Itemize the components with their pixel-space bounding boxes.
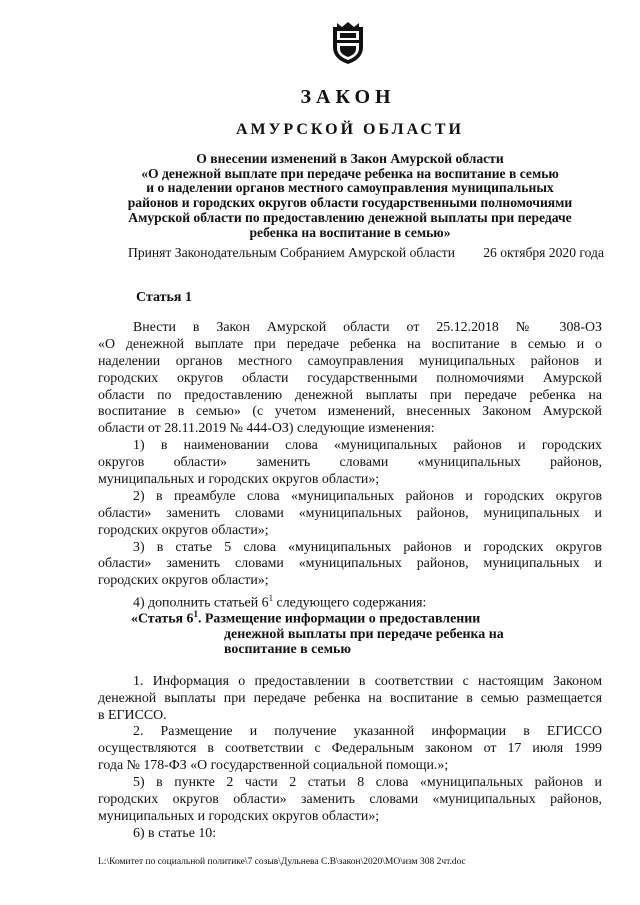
- subject-line: ребенка на воспитание в семью»: [249, 224, 451, 240]
- text-line: области по предоставлению денежной выплаты при передаче ребенка на: [98, 387, 602, 403]
- text-line: «О денежной выплате при передаче ребенка на воспитание в семью и о: [98, 336, 602, 352]
- text-line: городских округов области»;: [98, 573, 269, 589]
- new-article-title-line: денежной выплаты при передаче ребенка на: [224, 626, 504, 642]
- text-line: денежной выплаты при передаче ребенка на воспитание в семью размещается: [98, 690, 602, 706]
- subject-line: и о наделении органов местного самоуправления муниципальных: [146, 180, 554, 196]
- subject-line: районов и городских округов области государственными полномочиями: [127, 195, 573, 211]
- text-line: в ЕГИССО.: [98, 707, 167, 723]
- text-line: муниципальных и городских округов области»;: [98, 472, 380, 488]
- new-article-heading: [98, 607, 602, 657]
- file-path-footer: L:\Комитет по социальной политике\7 созыв\Дульнева С.В\закон\2020\МО\изм 308 2чт.doc: [98, 857, 466, 867]
- text-line: 5) в пункте 2 части 2 статьи 8 слова «муниципальных районов и: [133, 775, 602, 791]
- article-body: [98, 320, 602, 843]
- text-line: 2) в преамбуле слова «муниципальных районов и городских округов: [133, 488, 602, 504]
- subject-line: «О денежной выплате при передаче ребенка на воспитание в семью: [141, 165, 559, 181]
- text-line: воспитание в семью» (с учетом изменений, внесенных Законом Амурской: [98, 404, 602, 420]
- new-article-prefix: «Статья 6: [131, 611, 194, 627]
- region-title: АМУРСКОЙ ОБЛАСТИ: [236, 121, 464, 138]
- text-line: 2. Размещение и получение указанной информации в ЕГИССО: [133, 724, 602, 740]
- text-line: области от 28.11.2019 № 444-ОЗ) следующие изменения:: [98, 421, 435, 437]
- text-line: городских округов области»;: [98, 522, 269, 538]
- item4-suffix: следующего содержания:: [273, 595, 427, 611]
- new-article-title-line: воспитание в семью: [224, 641, 352, 657]
- new-article-title-line: . Размещение информации о предоставлении: [197, 611, 481, 627]
- text-line: года № 178-ФЗ «О государственной социальной помощи.»;: [98, 758, 449, 774]
- item4-line: [98, 590, 602, 611]
- law-subject: [96, 152, 604, 240]
- adopted-by: Принят Законодательным Собранием Амурской области: [128, 245, 456, 260]
- coat-of-arms-emblem: [330, 21, 366, 65]
- item4-prefix: 4) дополнить статьей 6: [133, 595, 269, 611]
- subject-line: О внесении изменений в Закон Амурской области: [196, 151, 504, 166]
- superscript: 1: [193, 609, 198, 620]
- adoption-line: [128, 245, 604, 261]
- text-line: 3) в статье 5 слова «муниципальных районов и городских округов: [133, 539, 602, 555]
- text-line: наделении органов местного самоуправления муниципальных районов и: [98, 353, 602, 369]
- text-line: 1) в наименовании слова «муниципальных районов и городских: [133, 438, 602, 454]
- text-line: области» заменить словами «муниципальных районов, муниципальных и: [98, 556, 602, 572]
- text-line: 1. Информация о предоставлении в соответствии с настоящим Законом: [133, 673, 602, 689]
- text-line: городских округов области» заменить словами «муниципальных районов,: [98, 792, 602, 807]
- text-line: 6) в статье 10:: [133, 825, 217, 841]
- text-line: области» заменить словами «муниципальных районов, муниципальных и: [98, 505, 602, 521]
- text-line: муниципальных и городских округов области»;: [98, 808, 380, 824]
- text-line: округов области» заменить словами «муниципальных районов,: [98, 455, 602, 471]
- new-article-title: [131, 607, 602, 627]
- text-line: осуществляются в соответствии с Федеральным законом от 17 июля 1999: [98, 741, 602, 757]
- text-line: городских округов области государственными полномочиями Амурской: [98, 370, 602, 386]
- document-type: ЗАКОН: [300, 86, 396, 108]
- superscript: 1: [268, 593, 274, 604]
- adopted-date: 26 октября 2020 года: [483, 245, 604, 260]
- text-line: Внести в Закон Амурской области от 25.12.2018 № 308-ОЗ: [133, 320, 602, 335]
- article-heading: Статья 1: [136, 290, 192, 305]
- subject-line: Амурской области по предоставлению денежной выплаты при передаче: [128, 209, 572, 225]
